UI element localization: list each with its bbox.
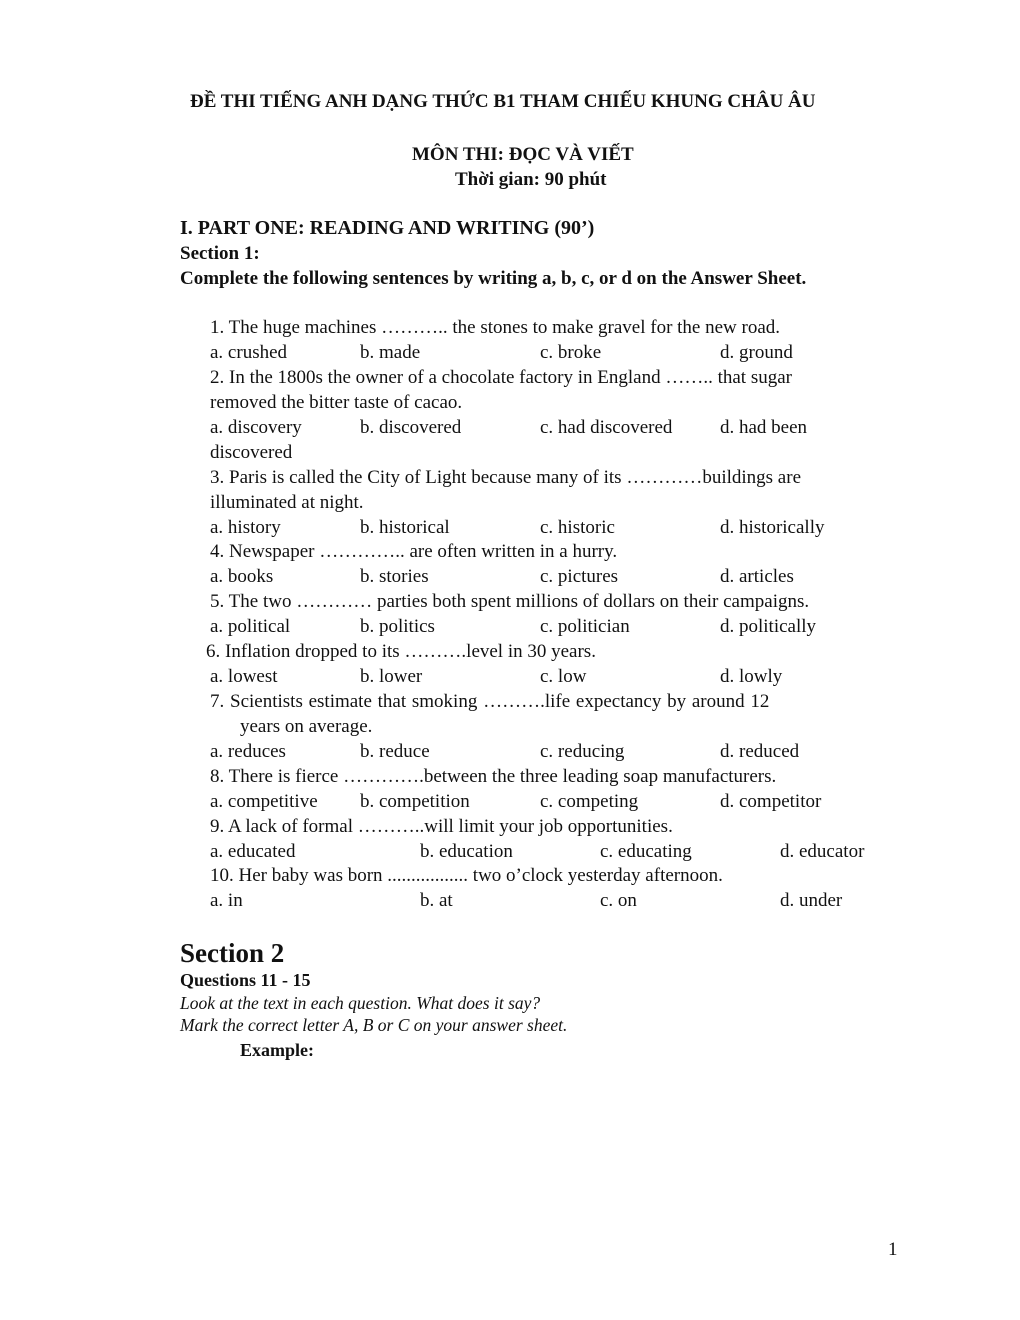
question-1-option-c: c. broke <box>540 342 602 363</box>
question-3-text-cont: illuminated at night. <box>210 492 364 513</box>
question-5-option-a: a. political <box>210 616 291 637</box>
example-label: Example: <box>240 1040 314 1060</box>
question-2-option-a: a. discovery <box>210 417 302 438</box>
question-8-option-a: a. competitive <box>210 791 318 812</box>
question-4-option-c: c. pictures <box>540 566 619 587</box>
question-6-option-a: a. lowest <box>210 666 278 687</box>
question-3-option-d: d. historically <box>720 517 825 538</box>
question-7-text-cont: years on average. <box>240 716 373 737</box>
question-7-option-a: a. reduces <box>210 741 286 762</box>
page-number: 1 <box>888 1239 898 1260</box>
question-4-text: 4. Newspaper ………….. are often written in a hurry. <box>210 541 618 562</box>
question-10-option-a: a. in <box>210 890 243 911</box>
section-2-title: Section 2 <box>180 938 285 968</box>
question-10-option-d: d. under <box>780 890 843 911</box>
question-2-option-c: c. had discovered <box>540 417 673 438</box>
question-2-text: 2. In the 1800s the owner of a chocolate factory in England …….. that sugar <box>210 367 792 388</box>
question-2-option-d-cont: discovered <box>210 442 293 463</box>
question-4-option-a: a. books <box>210 566 274 587</box>
question-4-option-d: d. articles <box>720 566 794 587</box>
part-heading: I. PART ONE: READING AND WRITING (90’) <box>180 217 595 239</box>
question-7-text: 7. Scientists estimate that smoking ……….life expectancy by around 12 <box>210 691 770 712</box>
question-1-option-d: d. ground <box>720 342 793 363</box>
question-2-option-d: d. had been <box>720 417 808 438</box>
question-4-option-b: b. stories <box>360 566 429 587</box>
question-1-option-b: b. made <box>360 342 421 363</box>
question-9-option-c: c. educating <box>600 841 692 862</box>
question-3-option-a: a. history <box>210 517 281 538</box>
question-9-option-d: d. educator <box>780 841 865 862</box>
question-6-text: 6. Inflation dropped to its ……….level in 30 years. <box>206 641 596 662</box>
question-2-text-cont: removed the bitter taste of cacao. <box>210 392 463 413</box>
question-9-option-a: a. educated <box>210 841 296 862</box>
question-3-option-c: c. historic <box>540 517 615 538</box>
section-1-label: Section 1: <box>180 243 260 264</box>
section-2-instruction-2: Mark the correct letter A, B or C on your answer sheet. <box>180 1015 568 1035</box>
question-6-option-c: c. low <box>540 666 587 687</box>
section-1-instruction: Complete the following sentences by writing a, b, c, or d on the Answer Sheet. <box>180 268 807 289</box>
question-10-text: 10. Her baby was born ................. two o’clock yesterday afternoon. <box>210 865 723 886</box>
subject-line: MÔN THI: ĐỌC VÀ VIẾT <box>412 144 634 165</box>
question-10-option-c: c. on <box>600 890 637 911</box>
question-7-option-d: d. reduced <box>720 741 800 762</box>
question-5-text: 5. The two ………… parties both spent millions of dollars on their campaigns. <box>210 591 810 612</box>
question-3-option-b: b. historical <box>360 517 450 538</box>
question-2-option-b: b. discovered <box>360 417 462 438</box>
question-9-text: 9. A lack of formal ………..will limit your job opportunities. <box>210 816 673 837</box>
question-6-option-b: b. lower <box>360 666 423 687</box>
question-10-option-b: b. at <box>420 890 453 911</box>
section-2-questions-label: Questions 11 - 15 <box>180 970 311 990</box>
question-3-text: 3. Paris is called the City of Light because many of its …………buildings are <box>210 467 802 488</box>
question-1-text: 1. The huge machines ……….. the stones to make gravel for the new road. <box>210 317 781 338</box>
question-7-option-c: c. reducing <box>540 741 625 762</box>
question-9-option-b: b. education <box>420 841 513 862</box>
question-5-option-d: d. politically <box>720 616 817 637</box>
question-8-option-c: c. competing <box>540 791 639 812</box>
question-1-option-a: a. crushed <box>210 342 288 363</box>
question-5-option-c: c. politician <box>540 616 630 637</box>
question-7-option-b: b. reduce <box>360 741 430 762</box>
section-2-instruction-1: Look at the text in each question. What does it say? <box>180 993 541 1013</box>
question-8-text: 8. There is fierce ………….between the three leading soap manufacturers. <box>210 766 777 787</box>
question-5-option-b: b. politics <box>360 616 435 637</box>
time-line: Thời gian: 90 phút <box>455 169 607 190</box>
question-8-option-d: d. competitor <box>720 791 822 812</box>
question-6-option-d: d. lowly <box>720 666 783 687</box>
document-title: ĐỀ THI TIẾNG ANH DẠNG THỨC B1 THAM CHIẾU KHUNG CHÂU ÂU <box>190 91 816 112</box>
question-8-option-b: b. competition <box>360 791 470 812</box>
